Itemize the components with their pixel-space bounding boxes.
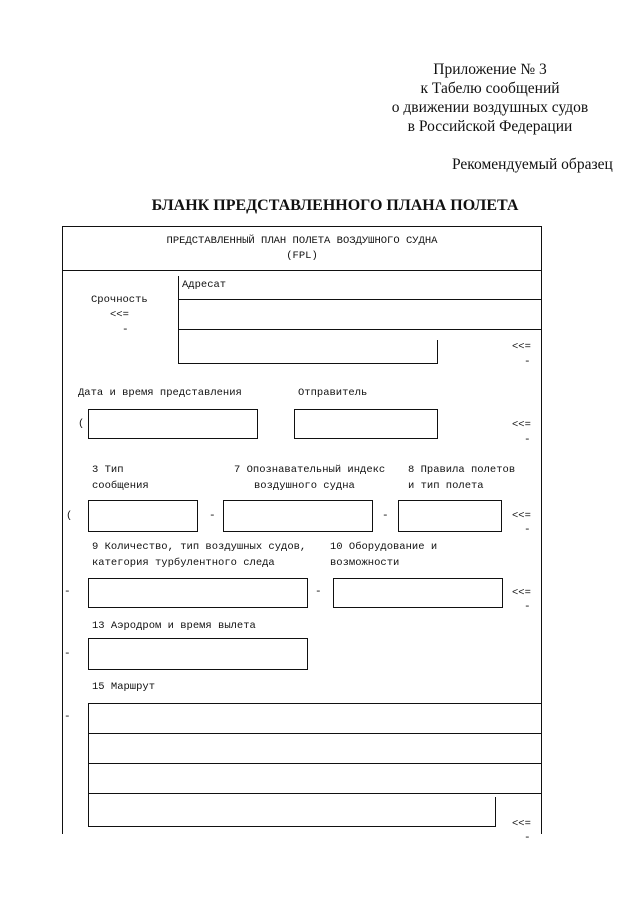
flight-rules-field[interactable] bbox=[398, 500, 502, 532]
item3-paren: ( bbox=[66, 510, 73, 522]
item8-arrow: <<= bbox=[512, 510, 531, 522]
item9-item10-dash: - bbox=[315, 586, 322, 598]
sender-dash: - bbox=[524, 434, 531, 446]
appendix-table-line: к Табелю сообщений bbox=[420, 80, 560, 97]
route-line-2[interactable] bbox=[88, 733, 542, 734]
departure-aerodrome-field[interactable] bbox=[88, 638, 308, 670]
equipment-field[interactable] bbox=[333, 578, 503, 608]
message-type-field[interactable] bbox=[88, 500, 198, 532]
frame-top-line bbox=[62, 226, 542, 227]
item7-item8-dash: - bbox=[382, 510, 389, 522]
frame-right-line bbox=[541, 226, 542, 834]
date-time-paren: ( bbox=[78, 418, 85, 430]
date-time-label: Дата и время представления bbox=[78, 387, 242, 399]
addressee-end-mark bbox=[437, 340, 438, 364]
recommended-sample-label: Рекомендуемый образец bbox=[452, 156, 613, 173]
addressee-line-2[interactable] bbox=[178, 329, 542, 330]
item10-dash: - bbox=[524, 601, 531, 613]
route-line-4[interactable] bbox=[88, 793, 542, 794]
addressee-label: Адресат bbox=[182, 279, 227, 291]
date-time-field[interactable] bbox=[88, 409, 258, 439]
appendix-line: Приложение № 3 bbox=[433, 61, 547, 78]
sender-field[interactable] bbox=[294, 409, 438, 439]
item9-label-line2: категория турбулентного следа bbox=[92, 557, 275, 569]
urgency-arrow: <<= bbox=[110, 309, 129, 321]
route-line-5[interactable] bbox=[88, 826, 496, 827]
item8-label-line1: 8 Правила полетов bbox=[408, 464, 516, 476]
item9-label-line1: 9 Количество, тип воздушных судов, bbox=[92, 541, 307, 553]
sender-label: Отправитель bbox=[298, 387, 368, 399]
urgency-label: Срочность bbox=[91, 294, 148, 306]
item7-label-line1: 7 Опознавательный индекс bbox=[234, 464, 386, 476]
addressee-left-line bbox=[178, 276, 179, 364]
item8-label-line2: и тип полета bbox=[408, 480, 484, 492]
aircraft-id-field[interactable] bbox=[223, 500, 373, 532]
appendix-movement-line: о движении воздушных судов bbox=[391, 99, 589, 116]
frame-left-line bbox=[62, 226, 63, 834]
item3-label-line2: сообщения bbox=[92, 480, 149, 492]
item10-label-line1: 10 Оборудование и bbox=[330, 541, 438, 553]
fpl-code: (FPL) bbox=[286, 250, 318, 262]
appendix-country-line: в Российской Федерации bbox=[407, 118, 573, 135]
addressee-end-dash: - bbox=[524, 356, 531, 368]
heading-divider bbox=[62, 270, 542, 271]
route-line-3[interactable] bbox=[88, 763, 542, 764]
urgency-dash: - bbox=[122, 324, 129, 336]
fpl-heading: ПРЕДСТАВЛЕННЫЙ ПЛАН ПОЛЕТА ВОЗДУШНОГО СУДНА bbox=[166, 235, 438, 247]
addressee-end-arrow: <<= bbox=[512, 341, 531, 353]
item15-label: 15 Маршрут bbox=[92, 681, 156, 693]
route-arrow: <<= bbox=[512, 818, 531, 830]
item15-lead-dash: - bbox=[64, 711, 71, 723]
addressee-line-1[interactable] bbox=[178, 299, 542, 300]
item3-item7-dash: - bbox=[209, 510, 216, 522]
route-left-line bbox=[88, 703, 89, 827]
route-dash: - bbox=[524, 832, 531, 844]
item3-label-line1: 3 Тип bbox=[92, 464, 124, 476]
addressee-line-3[interactable] bbox=[178, 363, 438, 364]
item13-lead-dash: - bbox=[64, 648, 71, 660]
item10-label-line2: возможности bbox=[330, 557, 400, 569]
route-end-mark bbox=[495, 797, 496, 827]
route-line-1[interactable] bbox=[88, 703, 542, 704]
item9-lead-dash: - bbox=[64, 586, 71, 598]
item10-arrow: <<= bbox=[512, 587, 531, 599]
aircraft-type-field[interactable] bbox=[88, 578, 308, 608]
item8-dash: - bbox=[524, 524, 531, 536]
item7-label-line2: воздушного судна bbox=[254, 480, 355, 492]
form-title: БЛАНК ПРЕДСТАВЛЕННОГО ПЛАНА ПОЛЕТА bbox=[151, 197, 519, 214]
sender-arrow: <<= bbox=[512, 419, 531, 431]
item13-label: 13 Аэродром и время вылета bbox=[92, 620, 256, 632]
